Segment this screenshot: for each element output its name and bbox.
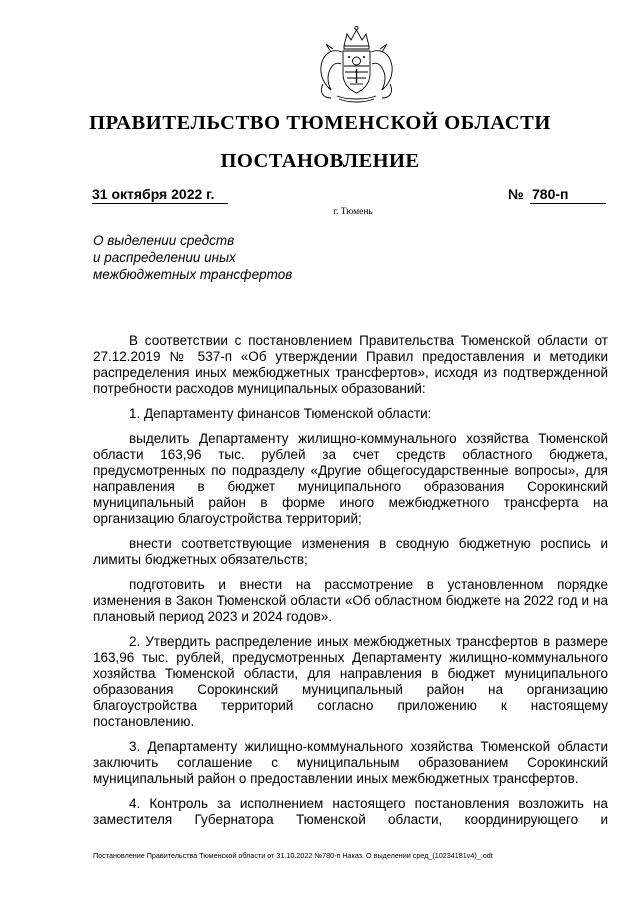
body-paragraph: подготовить и внести на рассмотрение в установленном порядке изменения в Закон Тюменской области «Об областном бюджете на 2022 год и на плановый период 2023 и 2024 годов». — [93, 577, 608, 624]
coat-of-arms-icon — [309, 22, 404, 104]
subject-line: О выделении средств — [93, 233, 235, 248]
document-number: 780-п — [530, 186, 606, 204]
body-paragraph: 4. Контроль за исполнением настоящего постановления возложить на заместителя Губернатора Тюменской области, координирующего и — [93, 796, 608, 827]
body-paragraph: внести соответствующие изменения в сводную бюджетную роспись и лимиты бюджетных обязательств; — [93, 536, 608, 567]
body-paragraph: 1. Департаменту финансов Тюменской области: — [129, 406, 432, 421]
body-paragraph: В соответствии с постановлением Правительства Тюменской области от 27.12.2019 № 537-п «Об утверждении Правил предоставления и методики распределения иных межбюджетных трансфертов», исходя из подтвержденной потребности расходов муниципальных образований: — [93, 333, 608, 396]
body-paragraph: 2. Утвердить распределение иных межбюджетных трансфертов в размере 163,96 тыс. рублей, предусмотренных Департаменту жилищно-коммунального хозяйства Тюменской области, для направления в бюджет муниципального образования Сорокинский муниципальный район на организацию благоустройства территорий согласно приложению к настоящему постановлению. — [93, 634, 608, 729]
page-footer: Постановление Правительства Тюменской области от 31.10.2022 №780-п Наказ. О выделении сред_(10234181v4)_.odt — [93, 851, 493, 860]
subject-line: межбюджетных трансфертов — [93, 267, 293, 282]
document-subject — [93, 232, 353, 283]
document-city: г. Тюмень — [333, 207, 373, 217]
body-paragraph: выделить Департаменту жилищно-коммунального хозяйства Тюменской области 163,96 тыс. рублей за счет средств областного бюджета, предусмотренных по подразделу «Другие общегосударственные вопросы», для направления в бюджет муниципального образования Сорокинский муниципальный район в форме иного межбюджетного трансферта на организацию благоустройства территорий; — [93, 431, 608, 526]
document-body — [93, 333, 608, 837]
subject-line: и распределении иных — [93, 250, 236, 265]
document-type: ПОСТАНОВЛЕНИЕ — [220, 150, 420, 172]
document-number-label: № — [508, 186, 524, 202]
body-paragraph: 3. Департаменту жилищно-коммунального хозяйства Тюменской области заключить соглашение с муниципальным образованием Сорокинский муниципальный район о предоставлении иных межбюджетных трансфертов. — [93, 739, 608, 786]
government-title: ПРАВИТЕЛЬСТВО ТЮМЕНСКОЙ ОБЛАСТИ — [89, 112, 551, 134]
document-date: 31 октября 2022 г. — [92, 186, 228, 204]
